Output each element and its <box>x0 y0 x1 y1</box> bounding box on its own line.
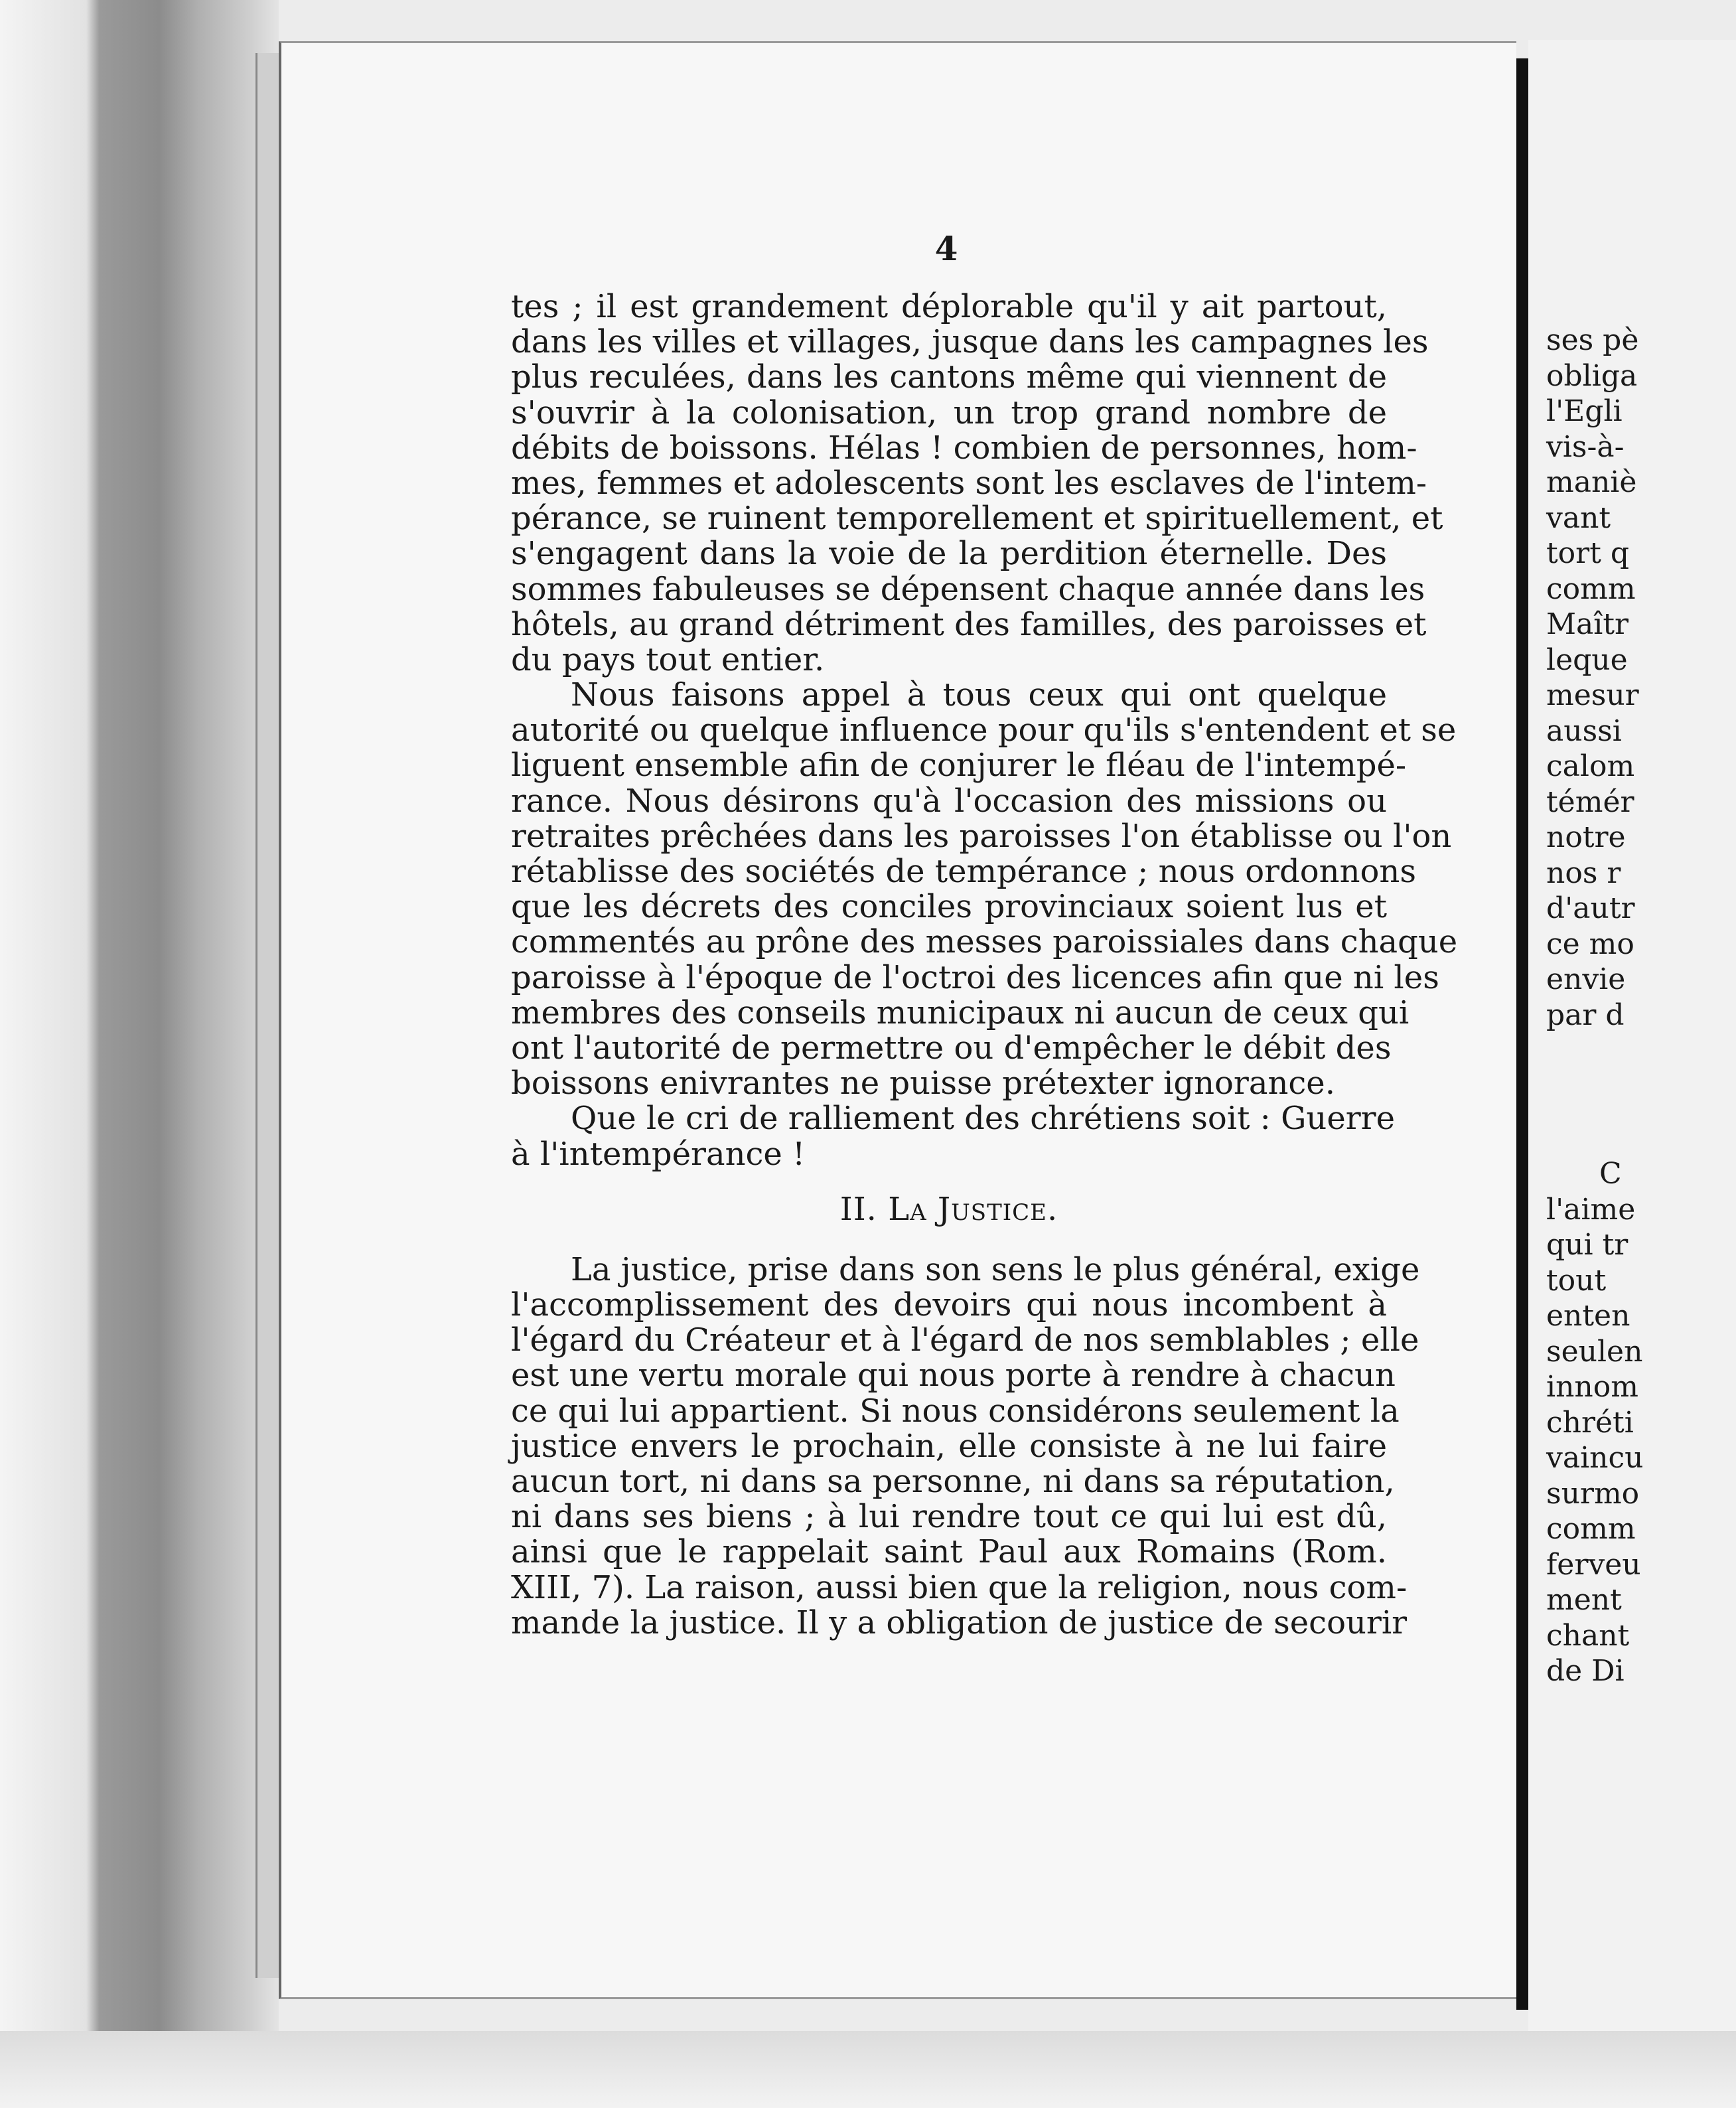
right-text-line: ment <box>1546 1583 1622 1617</box>
text-line: du pays tout entier. <box>511 640 825 678</box>
right-text-line: vis-à- <box>1546 429 1625 464</box>
right-text-line: témér <box>1546 785 1634 819</box>
right-text-line: enten <box>1546 1299 1630 1333</box>
section-heading <box>511 1192 1387 1227</box>
right-text-line: ferveu <box>1546 1547 1641 1582</box>
right-text-line: aussi <box>1546 714 1622 748</box>
text-line: Que le cri de ralliement des chrétiens soit : Guerre <box>571 1100 1396 1138</box>
text-line: l'accomplissement des devoirs qui nous incombent à <box>511 1286 1387 1324</box>
text-line: ce qui lui appartient. Si nous considérons seulement la <box>511 1392 1400 1430</box>
right-text-line: par d <box>1546 998 1625 1032</box>
text-line: rance. Nous désirons qu'à l'occasion des missions ou <box>511 782 1387 820</box>
text-line: commentés au prône des messes paroissiales dans chaque <box>511 923 1458 961</box>
right-text-line: envie <box>1546 962 1626 996</box>
text-line: retraites prêchées dans les paroisses l'on établisse ou l'on <box>511 817 1452 855</box>
right-text-line: Maîtr <box>1546 607 1629 641</box>
right-text-line: l'aime <box>1546 1192 1636 1227</box>
right-text-line: vant <box>1546 500 1611 535</box>
paragraph-intemperance <box>511 288 1443 678</box>
paragraph-rallying-cry <box>511 1100 1396 1173</box>
right-text-line: comm <box>1546 571 1636 606</box>
right-text-line: seulen <box>1546 1334 1643 1369</box>
scan-bottom-edge <box>0 2031 1736 2108</box>
text-line: Nous faisons appel à tous ceux qui ont quelque <box>571 676 1387 714</box>
text-line: paroisse à l'époque de l'octroi des licences afin que ni les <box>511 958 1439 996</box>
right-text-line: nos r <box>1546 856 1621 890</box>
text-line: hôtels, au grand détriment des familles, des paroisses et <box>511 605 1427 643</box>
right-text-line: calom <box>1546 749 1635 783</box>
text-line: rétablisse des sociétés de tempérance ; nous ordonnons <box>511 853 1416 890</box>
right-text-line: vaincu <box>1546 1441 1644 1475</box>
paragraph-justice <box>511 1250 1420 1641</box>
text-line: ainsi que le rappelait saint Paul aux Romains (Rom. <box>511 1533 1387 1571</box>
right-text-line: obliga <box>1546 358 1638 393</box>
text-line: dans les villes et villages, jusque dans les campagnes les <box>511 323 1429 361</box>
text-line: mes, femmes et adolescents sont les esclaves de l'intem- <box>511 464 1427 502</box>
text-line: plus reculées, dans les cantons même qui viennent de <box>511 358 1387 396</box>
right-text-line: de Di <box>1546 1654 1625 1688</box>
right-text-line: surmo <box>1546 1476 1640 1511</box>
text-line: aucun tort, ni dans sa personne, ni dans sa réputation, <box>511 1463 1395 1500</box>
right-text-line: innom <box>1546 1370 1638 1404</box>
text-line: s'engagent dans la voie de la perdition éternelle. Des <box>511 535 1387 573</box>
text-line: ni dans ses biens ; à lui rendre tout ce qui lui est dû, <box>511 1498 1387 1536</box>
right-text-line: leque <box>1546 642 1628 677</box>
text-line: La justice, prise dans son sens le plus général, exige <box>571 1250 1420 1288</box>
text-line: l'égard du Créateur et à l'égard de nos semblables ; elle <box>511 1321 1419 1359</box>
text-line: XIII, 7). La raison, aussi bien que la religion, nous com- <box>511 1568 1408 1606</box>
text-line: mande la justice. Il y a obligation de justice de secourir <box>511 1604 1408 1641</box>
text-line: membres des conseils municipaux ni aucun de ceux qui <box>511 994 1410 1031</box>
right-text-line: C <box>1599 1157 1622 1191</box>
right-text-line: l'Egli <box>1546 394 1623 428</box>
right-text-line: chant <box>1546 1618 1630 1653</box>
text-line: que les décrets des conciles provinciaux soient lus et <box>511 888 1387 926</box>
page-number: 4 <box>934 229 958 268</box>
section-title: La Justice. <box>888 1190 1058 1228</box>
text-line: autorité ou quelque influence pour qu'ils s'entendent et se <box>511 712 1457 749</box>
right-text-line: tort q <box>1546 536 1630 570</box>
text-line: justice envers le prochain, elle consiste à ne lui faire <box>511 1427 1387 1465</box>
right-text-line: notre <box>1546 820 1626 854</box>
right-text-line: maniè <box>1546 465 1637 499</box>
text-line: liguent ensemble afin de conjurer le fléau de l'intempé- <box>511 747 1407 785</box>
text-line: s'ouvrir à la colonisation, un trop grand nombre de <box>511 394 1387 431</box>
text-line: débits de boissons. Hélas ! combien de personnes, hom- <box>511 429 1417 467</box>
section-number: II. <box>839 1190 877 1228</box>
paragraph-appeal <box>511 676 1458 1102</box>
right-text-line: qui tr <box>1546 1228 1628 1262</box>
text-line: ont l'autorité de permettre ou d'empêcher le débit des <box>511 1029 1392 1067</box>
page-gutter <box>1516 58 1528 2010</box>
text-line: pérance, se ruinent temporellement et spirituellement, et <box>511 500 1443 538</box>
scan-margin <box>0 0 279 2108</box>
right-page-block-2 <box>1546 1156 1643 1689</box>
right-text-line: chréti <box>1546 1405 1634 1440</box>
right-text-line: tout <box>1546 1263 1607 1298</box>
text-line: à l'intempérance ! <box>511 1135 806 1173</box>
right-text-line: ses pè <box>1546 323 1639 357</box>
right-text-line: mesur <box>1546 678 1639 712</box>
text-line: tes ; il est grandement déplorable qu'il y ait partout, <box>511 288 1387 325</box>
text-line: boissons enivrantes ne puisse prétexter ignorance. <box>511 1065 1335 1102</box>
text-line: sommes fabuleuses se dépensent chaque année dans les <box>511 570 1425 608</box>
right-text-line: ce mo <box>1546 927 1634 961</box>
right-text-line: comm <box>1546 1512 1636 1546</box>
main-text <box>511 288 1458 1641</box>
text-line: est une vertu morale qui nous porte à rendre à chacun <box>511 1357 1396 1394</box>
right-page-block-1 <box>1546 323 1639 1033</box>
right-text-line: d'autr <box>1546 891 1635 925</box>
